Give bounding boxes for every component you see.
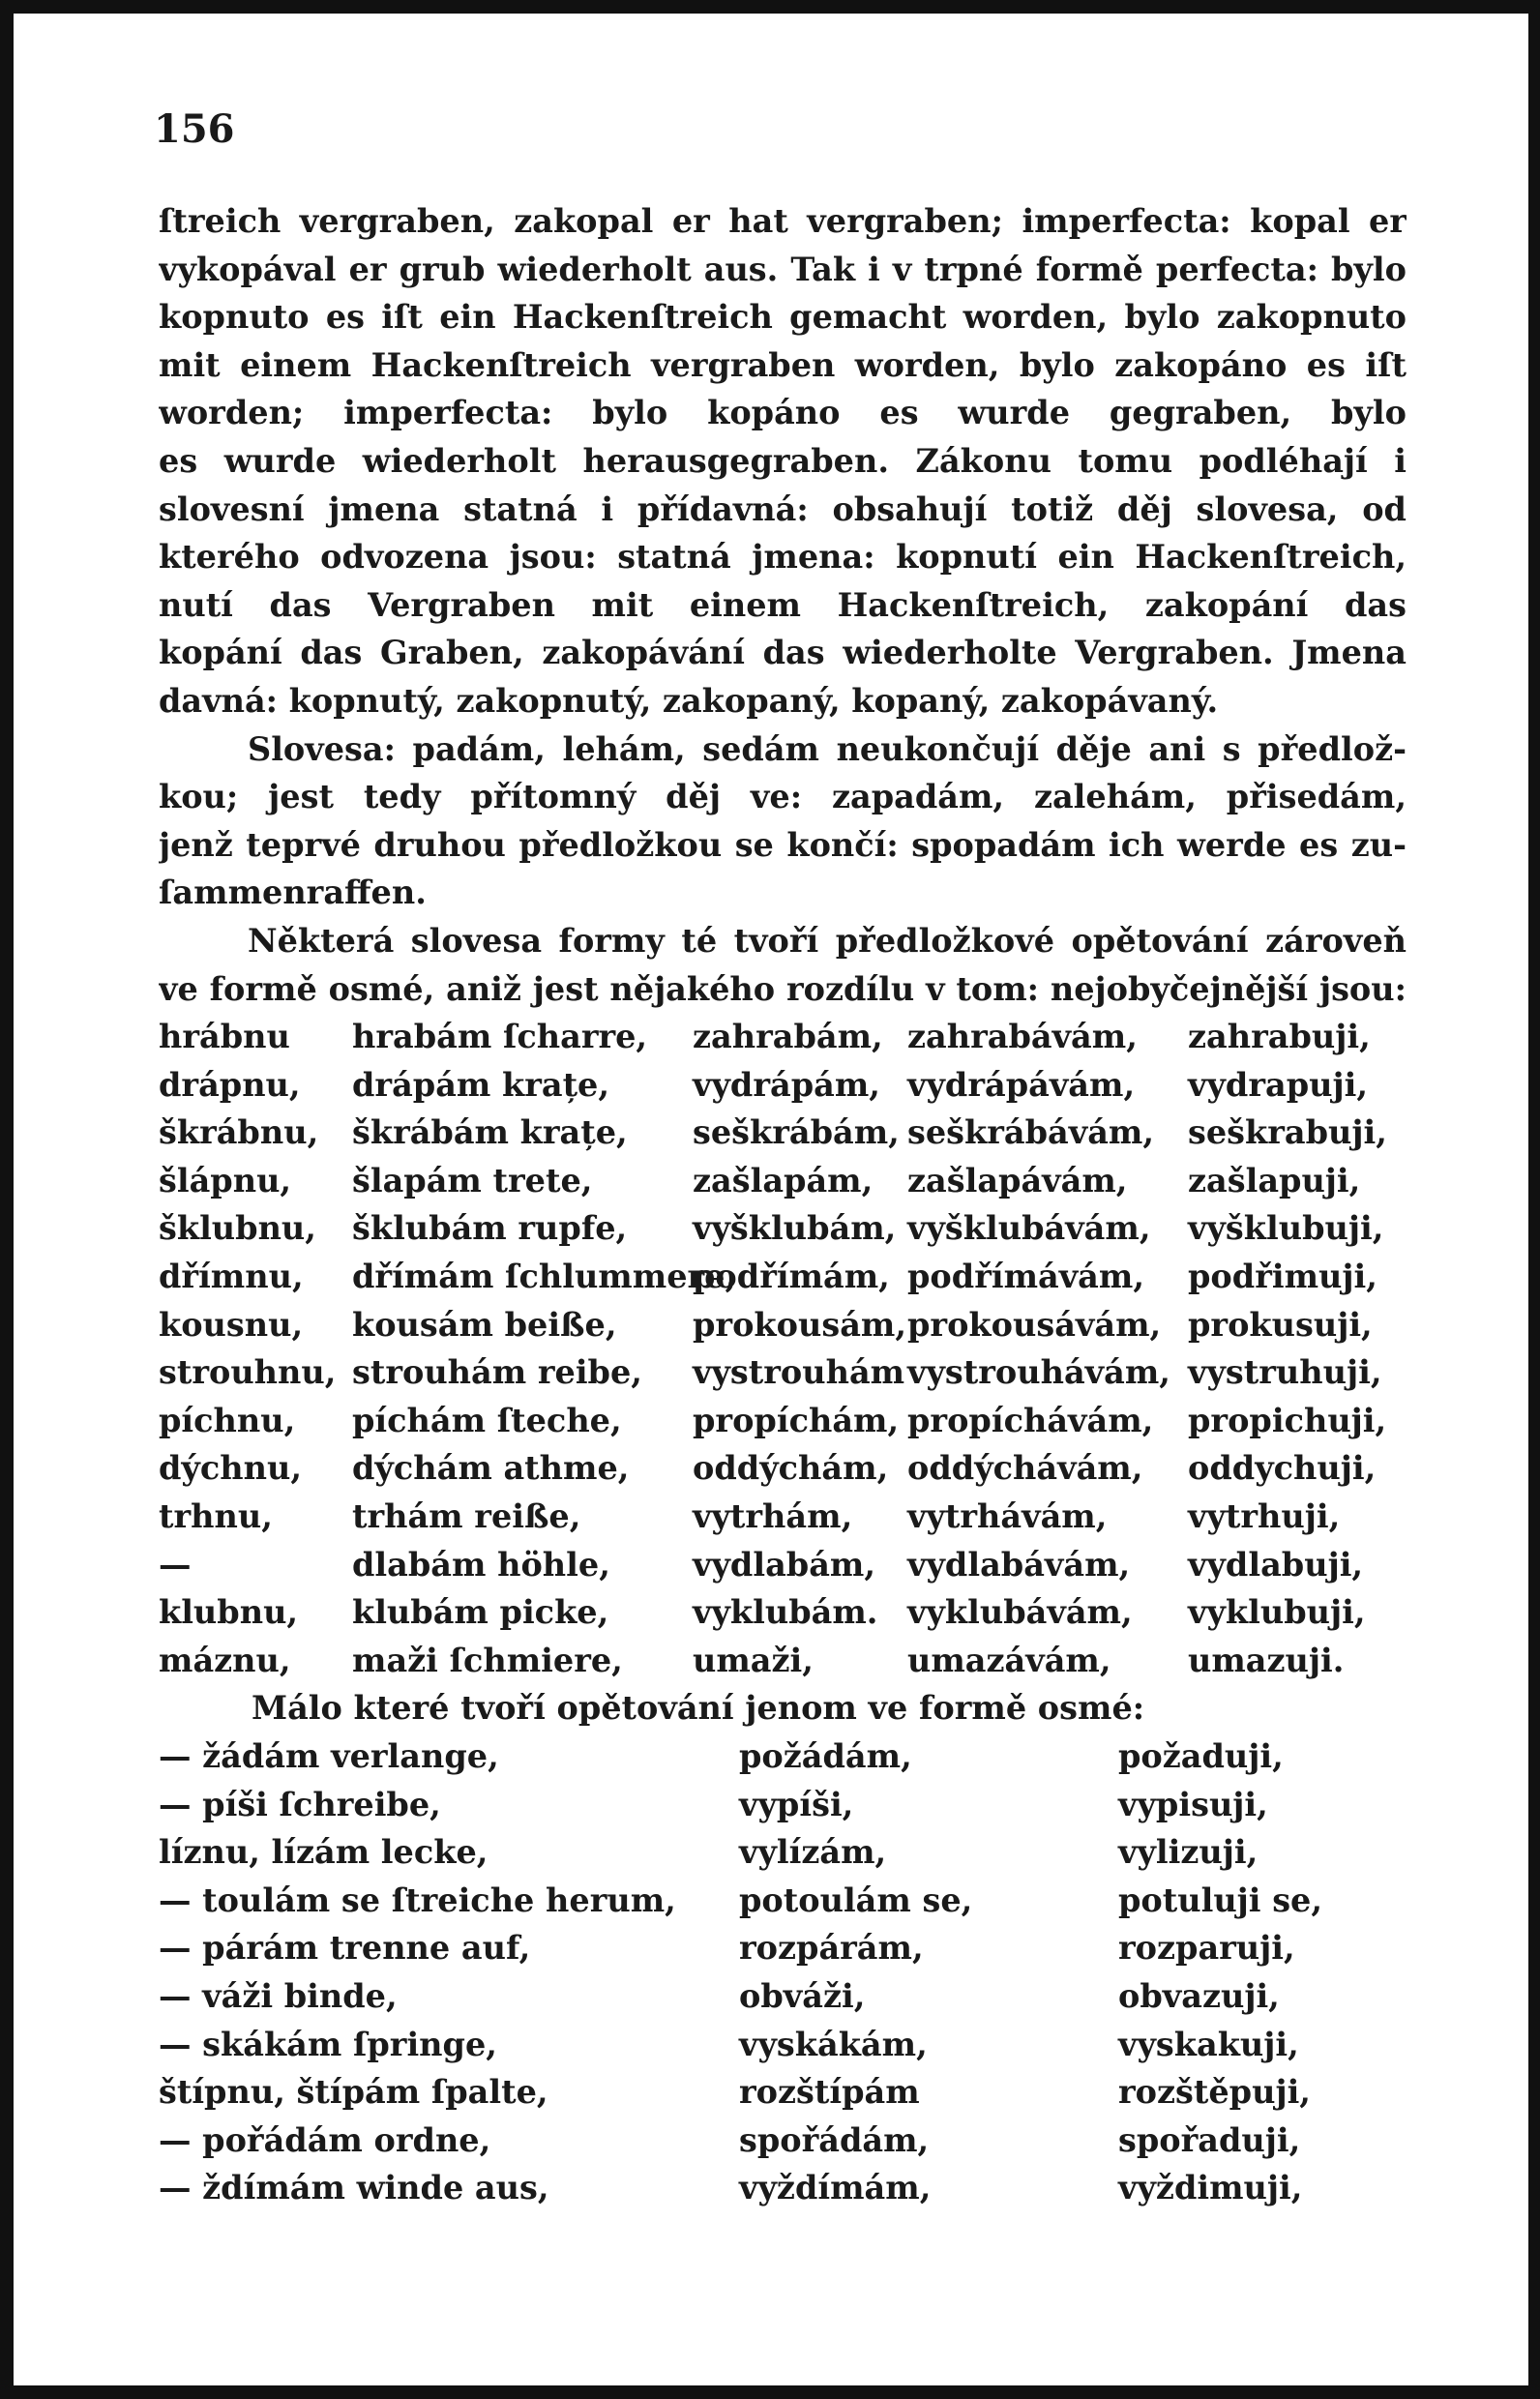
text-line: kopání das Graben, zakopávání das wiederholte Vergraben. Jmena [159, 634, 1407, 672]
text-line: worden; imperfecta: bylo kopáno es wurde gegraben, bylo [159, 394, 1407, 432]
table-cell: — píši ſchreibe, [159, 1785, 441, 1823]
table-row [159, 1157, 1407, 1205]
table-cell: líznu, lízám lecke, [159, 1833, 489, 1872]
table-row [159, 1061, 1407, 1110]
table-cell: — žádám verlange, [159, 1737, 499, 1775]
table-cell: zašlapuji, [1188, 1161, 1361, 1200]
table-cell: potoulám se, [739, 1881, 973, 1919]
table-cell: trhnu, [159, 1497, 273, 1536]
table-row [159, 2164, 1407, 2212]
table-row [159, 1204, 1407, 1253]
table-cell: propíchám, [693, 1401, 900, 1439]
table-row [159, 1109, 1407, 1157]
table-cell: oddýchávám, [907, 1449, 1143, 1488]
table-cell: hrabám ſcharre, [352, 1018, 648, 1056]
table-cell: seškrábávám, [907, 1113, 1155, 1152]
table-cell: drápnu, [159, 1065, 301, 1104]
table-cell: potuluji se, [1118, 1881, 1323, 1919]
table-cell: obvazuji, [1118, 1976, 1280, 2015]
table-cell: vydlabávám, [907, 1545, 1131, 1584]
table-row [159, 1013, 1407, 1061]
table-row [159, 1637, 1407, 1685]
table-cell: drápám krațe, [352, 1065, 610, 1104]
page-body [159, 197, 1407, 2212]
book-page [14, 14, 1528, 2385]
table-row [159, 1397, 1407, 1445]
table-cell: šklubám rupfe, [352, 1209, 628, 1248]
table-row [159, 1877, 1407, 1925]
text-line: kterého odvozena jsou: statná jmena: kopnutí ein Hackenſtreich, [159, 538, 1407, 577]
table-cell: zahrabám, [693, 1018, 883, 1056]
table-row [159, 2021, 1407, 2069]
table-cell: oddychuji, [1188, 1449, 1377, 1488]
table-cell: vytrhuji, [1188, 1497, 1341, 1536]
text-line: es wurde wiederholt herausgegraben. Zákonu tomu podléhají i [159, 441, 1407, 480]
text-line: ſammenraffen. [159, 874, 427, 912]
table-row [159, 1348, 1407, 1397]
table-cell: vyklubávám, [907, 1593, 1133, 1632]
table-cell: vyšklubuji, [1188, 1209, 1384, 1248]
table-cell: vyždimuji, [1118, 2169, 1303, 2207]
text-line: mit einem Hackenſtreich vergraben worden, bylo zakopáno es iſt [159, 345, 1407, 384]
table-cell: maži ſchmiere, [352, 1641, 623, 1679]
table-row [159, 1924, 1407, 1972]
table-cell: šlapám trete, [352, 1161, 593, 1200]
table-cell: vyklubám. [693, 1593, 878, 1632]
table-cell: umazávám, [907, 1641, 1111, 1679]
table-cell: vyždímám, [739, 2169, 932, 2207]
table-cell: škrábám krațe, [352, 1113, 628, 1152]
table-cell: zašlapám, [693, 1161, 874, 1200]
table-cell: oddýchám, [693, 1449, 889, 1488]
table-cell: kousnu, [159, 1305, 304, 1344]
table-cell: prokousávám, [907, 1305, 1162, 1344]
table-cell: propíchávám, [907, 1401, 1154, 1439]
table-cell: podřímám, [693, 1258, 890, 1296]
table-row [159, 1781, 1407, 1829]
verb-table-predlozkove [159, 1013, 1407, 1684]
table-cell: spořaduji, [1118, 2120, 1301, 2159]
table-cell: spořádám, [739, 2120, 930, 2159]
table-cell: hrábnu [159, 1018, 290, 1056]
paragraph-nektera [159, 917, 1407, 1013]
table-cell: — párám trenne auf, [159, 1929, 531, 1968]
table-row [159, 1444, 1407, 1493]
table-cell: podřímávám, [907, 1258, 1145, 1296]
table-cell: vyskákám, [739, 2025, 928, 2063]
table-row [159, 1972, 1407, 2021]
text-line: Některá slovesa formy té tvoří předložkové opětování zároveň [248, 921, 1407, 960]
table-cell: propichuji, [1188, 1401, 1387, 1439]
table-cell: vystruhuji, [1188, 1353, 1382, 1392]
text-line: Slovesa: padám, lehám, sedám neukončují děje ani s předlož- [248, 729, 1407, 768]
table-cell: rozparuji, [1118, 1929, 1295, 1968]
table-cell: požaduji, [1118, 1737, 1284, 1775]
table-cell: prokusuji, [1188, 1305, 1373, 1344]
table-cell: štípnu, štípám ſpalte, [159, 2073, 548, 2112]
table-cell: podřimuji, [1188, 1258, 1377, 1296]
table-cell: kousám beiße, [352, 1305, 617, 1344]
table-cell: obváži, [739, 1976, 866, 2015]
table-row [159, 2068, 1407, 2117]
table-cell: prokousám, [693, 1305, 907, 1344]
text-line: slovesní jmena statná i přídavná: obsahují totiž děj slovesa, od [159, 489, 1407, 528]
table-cell: píchám ſteche, [352, 1401, 622, 1439]
table-row [159, 1301, 1407, 1349]
table-cell: dlabám höhle, [352, 1545, 610, 1584]
table-cell: seškrábám, [693, 1113, 900, 1152]
table-row [159, 1253, 1407, 1301]
table-cell: seškrabuji, [1188, 1113, 1387, 1152]
table-cell: vyšklubávám, [907, 1209, 1151, 1248]
table-cell: vytrhávám, [907, 1497, 1108, 1536]
table-cell: vyšklubám, [693, 1209, 897, 1248]
table-cell: dřímám ſchlummere, [352, 1258, 737, 1296]
table-cell: rozpárám, [739, 1929, 924, 1968]
table-cell: zahrabuji, [1188, 1018, 1371, 1056]
table-cell: — ždímám winde aus, [159, 2169, 549, 2207]
table-cell: vypisuji, [1118, 1785, 1268, 1823]
table-cell: šlápnu, [159, 1161, 292, 1200]
text-line: ve formě osmé, aniž jest nějakého rozdílu v tom: nejobyčejnější jsou: [159, 969, 1407, 1008]
table-cell: vystrouhávám, [907, 1353, 1170, 1392]
table-cell: rozštípám [739, 2073, 920, 2112]
table-cell: — pořádám ordne, [159, 2120, 491, 2159]
table-cell: píchnu, [159, 1401, 296, 1439]
table-cell: — skákám ſpringe, [159, 2025, 497, 2063]
text-line: ſtreich vergraben, zakopal er hat vergraben; imperfecta: kopal er [159, 202, 1407, 240]
table-cell: škrábnu, [159, 1113, 319, 1152]
table-cell: vydlabám, [693, 1545, 876, 1584]
table-row [159, 2117, 1407, 2165]
table-cell: umaži, [693, 1641, 814, 1679]
table-cell: umazuji. [1188, 1641, 1345, 1679]
table-cell: — toulám se ſtreiche herum, [159, 1881, 676, 1919]
table-cell: klubám picke, [352, 1593, 609, 1632]
paragraph-malo: Málo které tvoří opětování jenom ve formě osmé: [252, 1689, 1145, 1728]
table-cell: vylizuji, [1118, 1833, 1259, 1872]
table-row [159, 1493, 1407, 1541]
text-line: davná: kopnutý, zakopnutý, zakopaný, kopaný, zakopávaný. [159, 681, 1219, 720]
text-line: kou; jest tedy přítomný děj ve: zapadám, zalehám, přisedám, [159, 778, 1407, 816]
table-cell: strouhnu, [159, 1353, 337, 1392]
table-row [159, 1588, 1407, 1637]
text-line: nutí das Vergraben mit einem Hackenſtreich, zakopání das [159, 585, 1407, 624]
table-cell: vystrouhám [693, 1353, 905, 1392]
text-line: kopnuto es iſt ein Hackenſtreich gemacht worden, bylo zakopnuto [159, 298, 1407, 337]
table-cell: dýchám athme, [352, 1449, 630, 1488]
text-line: vykopával er grub wiederholt aus. Tak i v trpné formě perfecta: bylo [159, 250, 1407, 288]
table-cell: vypíši, [739, 1785, 854, 1823]
table-row [159, 1733, 1407, 1781]
table-cell: dřímnu, [159, 1258, 304, 1296]
table-cell: rozštěpuji, [1118, 2073, 1311, 2112]
table-cell: šklubnu, [159, 1209, 316, 1248]
table-cell: vylízám, [739, 1833, 887, 1872]
table-cell: strouhám reibe, [352, 1353, 642, 1392]
verb-table-osme [159, 1733, 1407, 2212]
table-cell: máznu, [159, 1641, 291, 1679]
table-cell: trhám reiße, [352, 1497, 581, 1536]
table-cell: vydrápám, [693, 1065, 880, 1104]
table-cell: vyklubuji, [1188, 1593, 1366, 1632]
table-row [159, 1541, 1407, 1589]
paragraph-perfecta [159, 197, 1407, 726]
table-row [159, 1828, 1407, 1877]
page-number: 156 [154, 106, 235, 152]
table-cell: vydlabuji, [1188, 1545, 1364, 1584]
table-cell: zahrabávám, [907, 1018, 1138, 1056]
table-cell: — váži binde, [159, 1976, 398, 2015]
table-cell: vydrapuji, [1188, 1065, 1369, 1104]
table-cell: dýchnu, [159, 1449, 303, 1488]
table-cell: zašlapávám, [907, 1161, 1128, 1200]
table-cell: vyskakuji, [1118, 2025, 1299, 2063]
table-cell: vydrápávám, [907, 1065, 1136, 1104]
table-cell: klubnu, [159, 1593, 299, 1632]
paragraph-slovesa [159, 726, 1407, 917]
table-cell: vytrhám, [693, 1497, 853, 1536]
table-cell: — [159, 1545, 192, 1584]
text-line: jenž teprvé druhou předložkou se končí: spopadám ich werde es zu- [159, 825, 1407, 864]
table-cell: požádám, [739, 1737, 912, 1775]
